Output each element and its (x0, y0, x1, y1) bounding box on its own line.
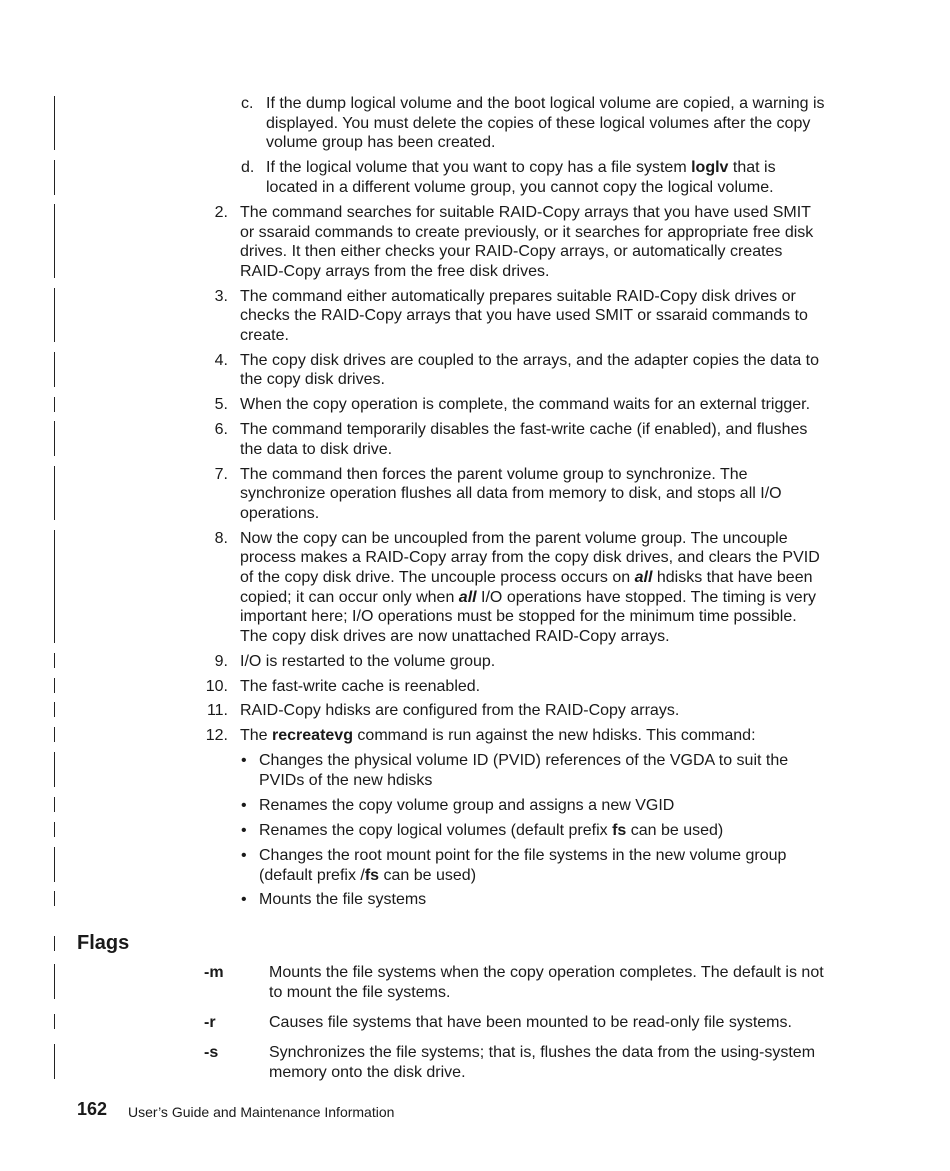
bullet-icon: • (241, 822, 247, 839)
step-7-line: operations. (240, 505, 320, 522)
change-bar (54, 397, 55, 412)
step-8-line: important here; I/O operations must be stopped for the minimum time possible. (240, 608, 797, 625)
step-8-line: copied; it can occur only when all I/O operations have stopped. The timing is very (240, 589, 817, 606)
step-5-line: When the copy operation is complete, the command waits for an external trigger. (240, 396, 811, 413)
step-c-line: volume group has been created. (266, 134, 496, 151)
all-emphasis: all (634, 569, 653, 586)
step-7-number: 7. (214, 466, 228, 483)
step-3-line: The command either automatically prepares suitable RAID-Copy disk drives or (240, 288, 796, 305)
change-bar (54, 653, 55, 668)
flag-s-name: -s (204, 1044, 219, 1061)
step-4-line: The copy disk drives are coupled to the arrays, and the adapter copies the data to (240, 352, 820, 369)
step-9-line: I/O is restarted to the volume group. (240, 653, 496, 670)
step-2-number: 2. (214, 204, 228, 221)
step-c-marker: c. (241, 95, 254, 112)
bullet-item: (default prefix /fs can be used) (259, 867, 477, 884)
step-10-line: The fast-write cache is reenabled. (240, 678, 481, 695)
flag-s-description: memory onto the disk drive. (269, 1064, 466, 1081)
section-heading-flags: Flags (77, 932, 130, 954)
change-bar (54, 702, 55, 717)
step-d-line: If the logical volume that you want to copy has a file system loglv that is (266, 159, 776, 176)
change-bar (54, 936, 55, 951)
fs-prefix: fs (364, 867, 380, 884)
step-9-number: 9. (214, 653, 228, 670)
flag-r-name: -r (204, 1014, 216, 1031)
footer-title: User’s Guide and Maintenance Information (128, 1104, 395, 1120)
recreatevg-command: recreatevg (272, 727, 353, 744)
bullet-icon: • (241, 752, 247, 769)
step-4-number: 4. (214, 352, 228, 369)
step-c-line: If the dump logical volume and the boot logical volume are copied, a warning is (266, 95, 825, 112)
step-c-line: displayed. You must delete the copies of these logical volumes after the copy (266, 115, 811, 132)
change-bar (54, 421, 55, 456)
flag-m-description: Mounts the file systems when the copy operation completes. The default is not (269, 964, 824, 981)
change-bar (54, 752, 55, 787)
step-12-number: 12. (205, 727, 228, 744)
step-8-line: The copy disk drives are now unattached RAID-Copy arrays. (240, 628, 670, 645)
step-3-line: checks the RAID-Copy arrays that you have used SMIT or ssaraid commands to (240, 307, 808, 324)
change-bar (54, 204, 55, 278)
flag-r-description: Causes file systems that have been mounted to be read-only file systems. (269, 1014, 792, 1031)
flag-s-description: Synchronizes the file systems; that is, flushes the data from the using-system (269, 1044, 816, 1061)
bullet-item: Changes the physical volume ID (PVID) references of the VGDA to suit the (259, 752, 789, 769)
step-3-number: 3. (214, 288, 228, 305)
step-4-line: the copy disk drives. (240, 371, 385, 388)
step-6-line: The command temporarily disables the fast-write cache (if enabled), and flushes (240, 421, 808, 438)
loglv-term: loglv (691, 159, 729, 176)
step-3-line: create. (240, 327, 289, 344)
step-8-line: process makes a RAID-Copy array from the copy disk drives, and clears the PVID (240, 549, 820, 566)
fs-prefix: fs (612, 822, 627, 839)
bullet-icon: • (241, 891, 247, 908)
change-bar (54, 160, 55, 195)
bullet-item: Renames the copy logical volumes (default prefix fs can be used) (259, 822, 724, 839)
bullet-item: Mounts the file systems (259, 891, 427, 908)
bullet-icon: • (241, 847, 247, 864)
change-bar (54, 822, 55, 837)
step-d-line: located in a different volume group, you cannot copy the logical volume. (266, 179, 774, 196)
change-bar (54, 727, 55, 742)
step-11-number: 11. (206, 702, 228, 719)
change-bar (54, 1044, 55, 1079)
change-bar (54, 466, 55, 520)
step-2-line: The command searches for suitable RAID-Copy arrays that you have used SMIT (240, 204, 811, 221)
change-bar (54, 847, 55, 882)
step-2-line: RAID-Copy arrays from the free disk drives. (240, 263, 550, 280)
change-bar (54, 96, 55, 150)
bullet-item: Renames the copy volume group and assigns a new VGID (259, 797, 675, 814)
step-10-number: 10. (205, 678, 228, 695)
step-7-line: synchronize operation flushes all data from memory to disk, and stops all I/O (240, 485, 782, 502)
step-6-line: the data to disk drive. (240, 441, 393, 458)
page-number: 162 (77, 1099, 108, 1119)
bullet-item: Changes the root mount point for the file systems in the new volume group (259, 847, 787, 864)
step-8-line: Now the copy can be uncoupled from the parent volume group. The uncouple (240, 530, 788, 547)
bullet-icon: • (241, 797, 247, 814)
step-d-marker: d. (241, 159, 255, 176)
step-2-line: or ssaraid commands to create previously, or it searches for appropriate free disk (240, 224, 814, 241)
change-bar (54, 678, 55, 693)
step-8-number: 8. (214, 530, 228, 547)
change-bar (54, 288, 55, 342)
bullet-item: PVIDs of the new hdisks (259, 772, 433, 789)
all-emphasis: all (458, 589, 477, 606)
change-bar (54, 530, 55, 643)
change-bar (54, 964, 55, 999)
step-5-number: 5. (214, 396, 228, 413)
step-7-line: The command then forces the parent volume group to synchronize. The (240, 466, 748, 483)
change-bar (54, 352, 55, 387)
step-8-line: of the copy disk drive. The uncouple process occurs on all hdisks that have been (240, 569, 813, 586)
change-bar (54, 1014, 55, 1029)
step-12-line: The recreatevg command is run against the new hdisks. This command: (240, 727, 756, 744)
flag-m-description: to mount the file systems. (269, 984, 451, 1001)
flag-m-name: -m (204, 964, 224, 981)
step-6-number: 6. (214, 421, 228, 438)
change-bar (54, 891, 55, 906)
step-2-line: drives. It then either checks your RAID-Copy arrays, or automatically creates (240, 243, 783, 260)
change-bar (54, 797, 55, 812)
step-11-line: RAID-Copy hdisks are configured from the RAID-Copy arrays. (240, 702, 680, 719)
